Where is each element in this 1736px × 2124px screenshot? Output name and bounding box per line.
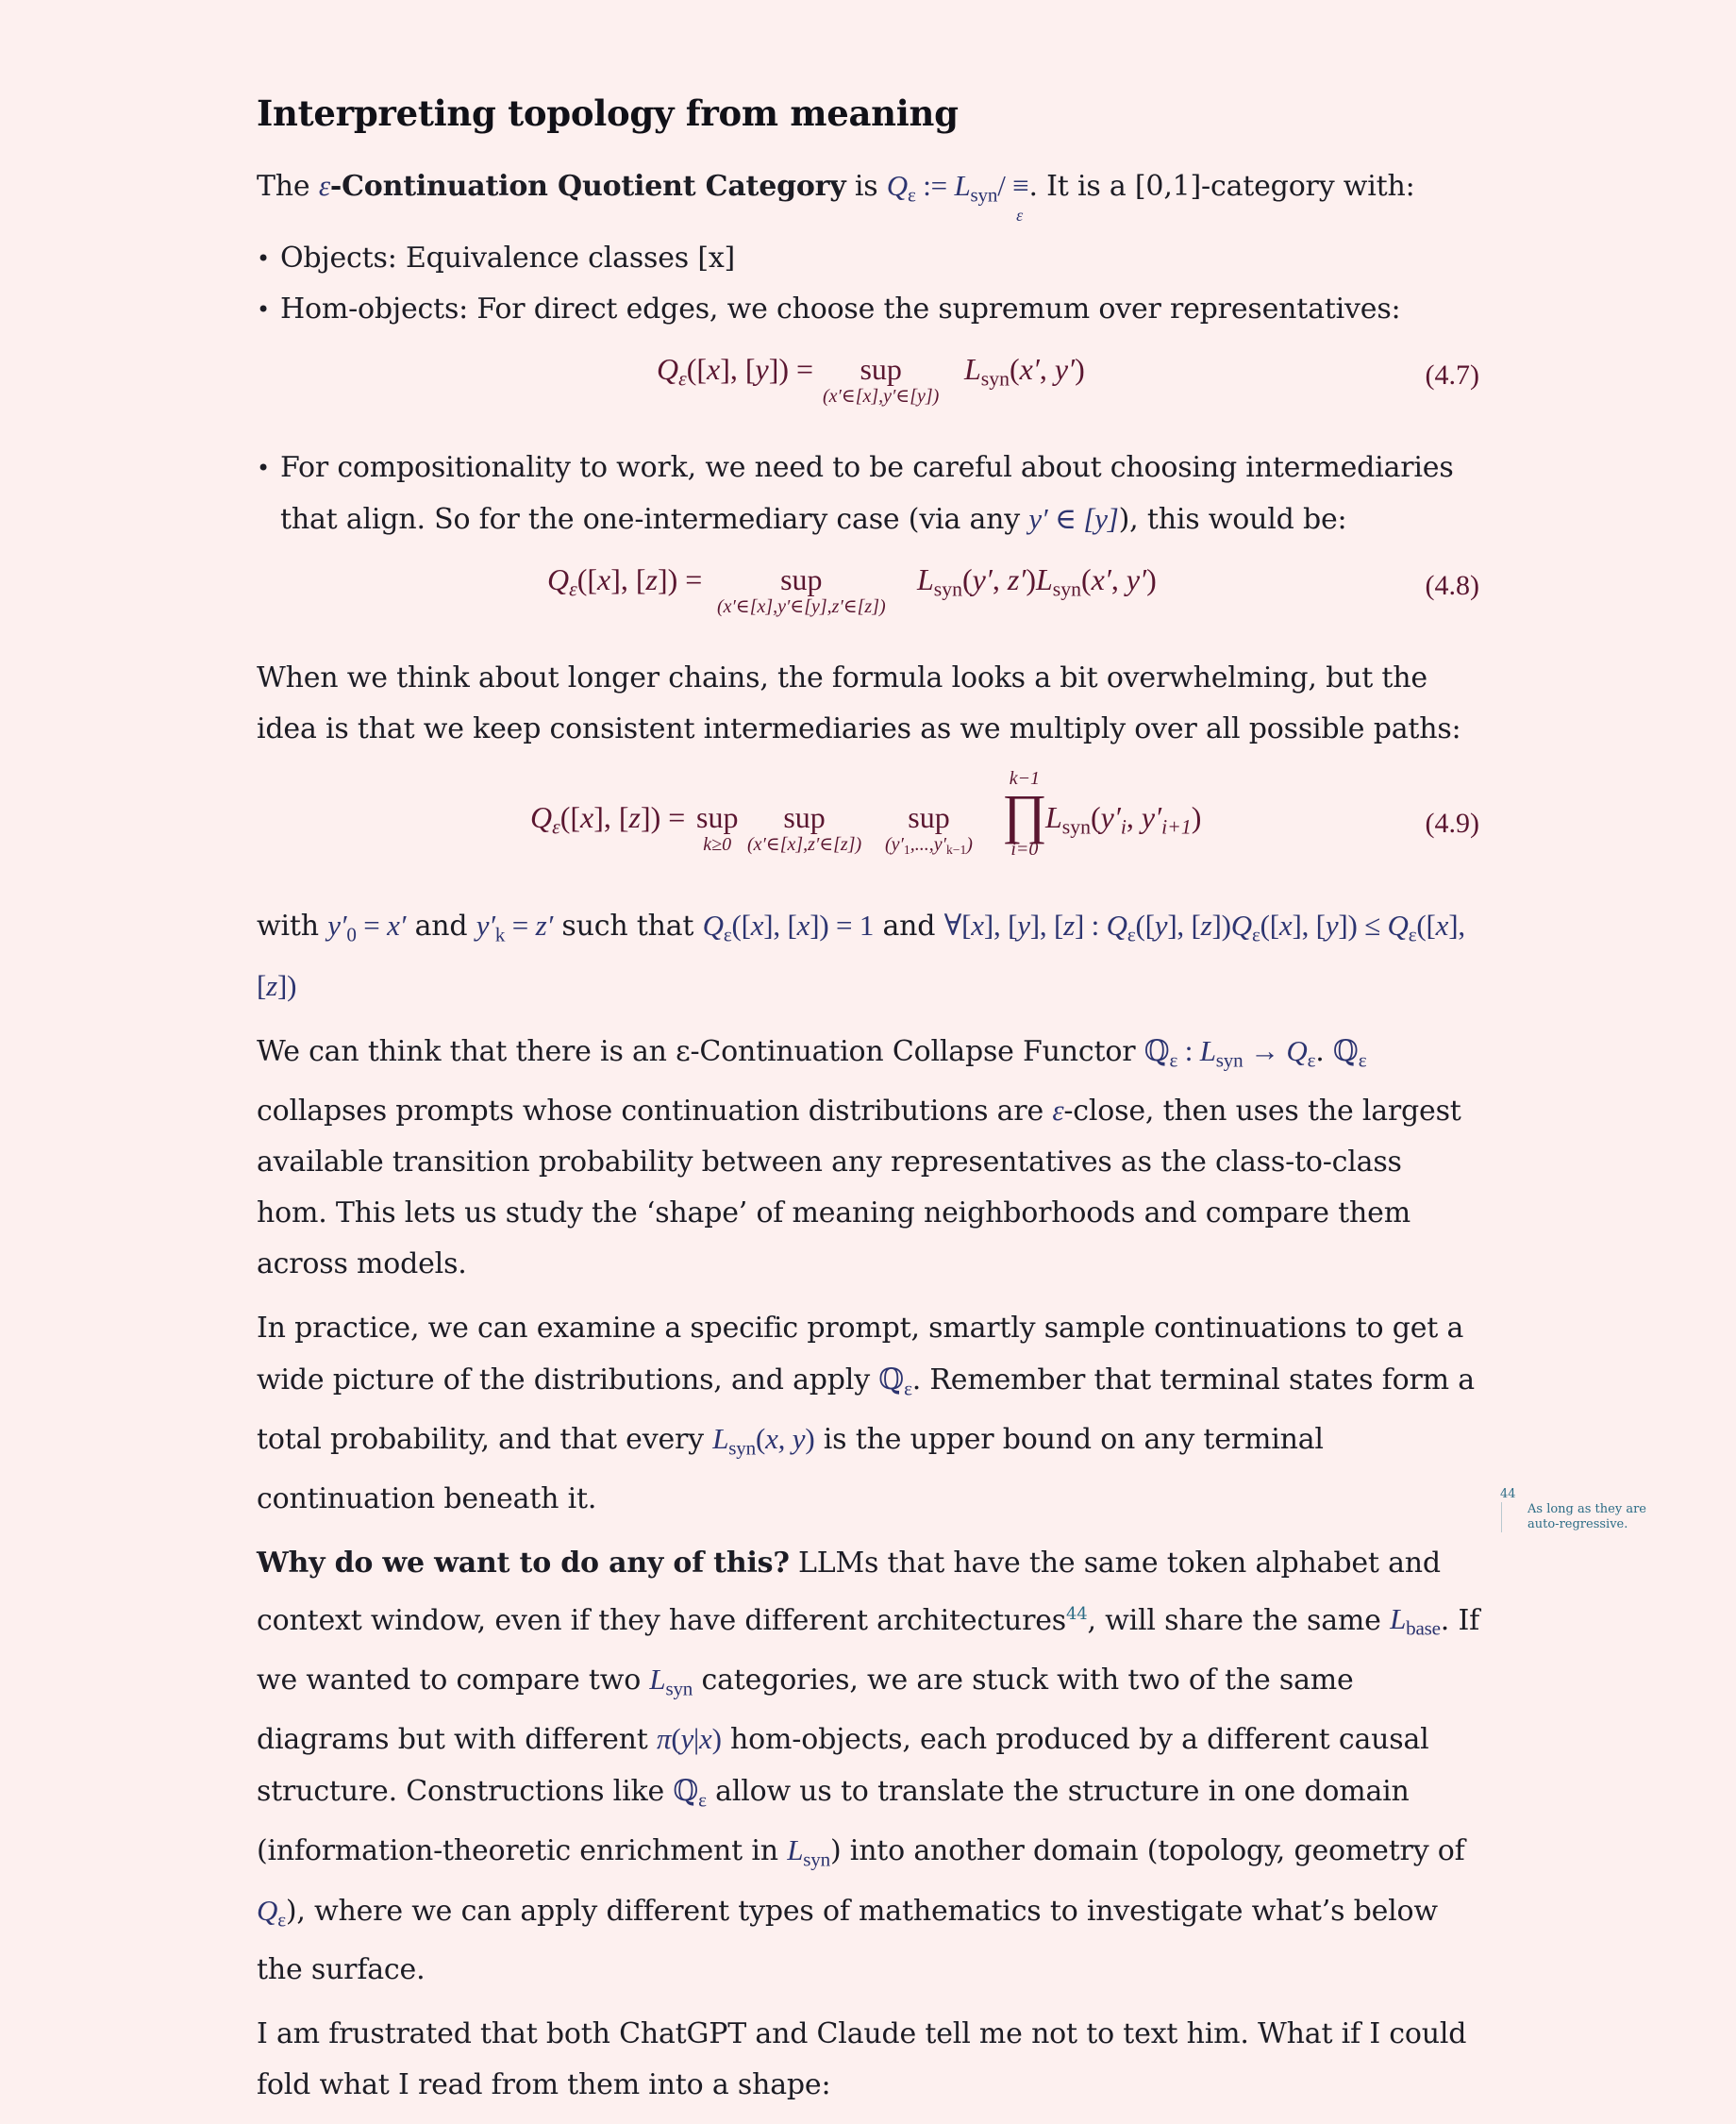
list-item: • Objects: Equivalence classes [x]: [257, 233, 1479, 284]
list-item: • For compositionality to work, we need to be careful about choosing intermediaries that align. So for the one-intermediary case (via any y′ ∈ [y]), this would be:: [257, 443, 1479, 545]
equation-number: (4.8): [1425, 570, 1479, 602]
bullet-list: [257, 233, 1479, 335]
equation-4-9: $Q_\varepsilon([x]$, [z]) = sup k≥0 sup (x′∈[x],z′∈[z]) sup $(y'_1,...,y'_{k-1})$ k−1 ∏ i=0 $L_{syn}(y'_i$, $y'_{i+1}$) (4.9): [530, 768, 1479, 861]
sidenote-mark: 44: [1500, 1487, 1516, 1501]
conditions-paragraph: with $y'_0 = x'$ and $y'_k = z'$ such that $Q_\varepsilon([x]$, [x]) = 1 and ∀[x], [y], [z] : $Q_\varepsilon([y]$, $[z])Q_\varepsilon([x]$, $[y]) \le Q_\varepsilon([x]$, [z]): [257, 909, 1465, 1002]
list-item: • Hom-objects: For direct edges, we choose the supremum over representatives:: [257, 284, 1479, 335]
paragraph: I am frustrated that both ChatGPT and Claude tell me not to text him. What if I could fold what I read from them into a shape:: [257, 2016, 1467, 2101]
main-column: [257, 85, 1479, 2124]
equation-number: (4.9): [1425, 808, 1479, 840]
definition-paragraph: The ε-Continuation Quotient Category is $Q_\varepsilon$ := $L_{syn}/$ ≡ ε . It is a [0,1]-category with:: [257, 169, 1415, 225]
equation-4-7: $Q_\varepsilon([x]$, [y]) = sup (x′∈[x],y′∈[y]) $L_{syn}(x'$, y′) (4.7): [657, 352, 1479, 408]
footnote-ref[interactable]: 44: [1065, 1603, 1088, 1624]
paragraph: When we think about longer chains, the formula looks a bit overwhelming, but the idea is that we keep consistent intermediaries as we multiply over all possible paths:: [257, 661, 1461, 746]
paragraph: In practice, we can examine a specific prompt, smartly sample continuations to get a wide picture of the distributions, and apply ℚ$_\varepsilon$. Remember that terminal states form a total probability, and that every $L_{syn}(x$, y) is the upper bound on any terminal continuation beneath it.: [257, 1311, 1475, 1515]
equation-number: (4.7): [1425, 360, 1479, 392]
paragraph: We can think that there is an ε-Continuation Collapse Functor ℚ$_\varepsilon$ : $L_{syn} \to Q_\varepsilon$. ℚ$_\varepsilon$ collapses prompts whose continuation distributions are ε-close, then uses the largest available transition probability between any representatives as the class-to-class hom. This lets us study the ‘shape’ of meaning neighborhoods and compare them across models.: [257, 1033, 1461, 1280]
sidenote-text: As long as they are auto-regressive.: [1501, 1502, 1669, 1532]
equation-4-8: $Q_\varepsilon([x]$, [z]) = sup (x′∈[x],y′∈[y],z′∈[z]) $L_{syn}(y'$, $z')L_{syn}(x'$, y′) (4.8): [547, 562, 1479, 618]
quotient-def-math: $Q_\varepsilon$ := $L_{syn}/$ ≡ ε: [886, 169, 1029, 225]
bullet-list: [257, 443, 1479, 545]
paragraph: Why do we want to do any of this? LLMs that have the same token alphabet and context window, even if they have different architectures$^{44}$, will share the same $L_{base}$. If we wanted to compare two $L_{syn}$ categories, we are stuck with two of the same diagrams but with different π(y|x) hom-objects, each produced by a different causal structure. Constructions like ℚ$_\varepsilon$ allow us to translate the structure in one domain (information-theoretic enrichment in $L_{syn}$) into another domain (topology, geometry of $Q_\varepsilon$), where we can apply different types of mathematics to investigate what’s below the surface.: [257, 1546, 1480, 1986]
section-heading: Interpreting topology from meaning: [257, 92, 959, 134]
